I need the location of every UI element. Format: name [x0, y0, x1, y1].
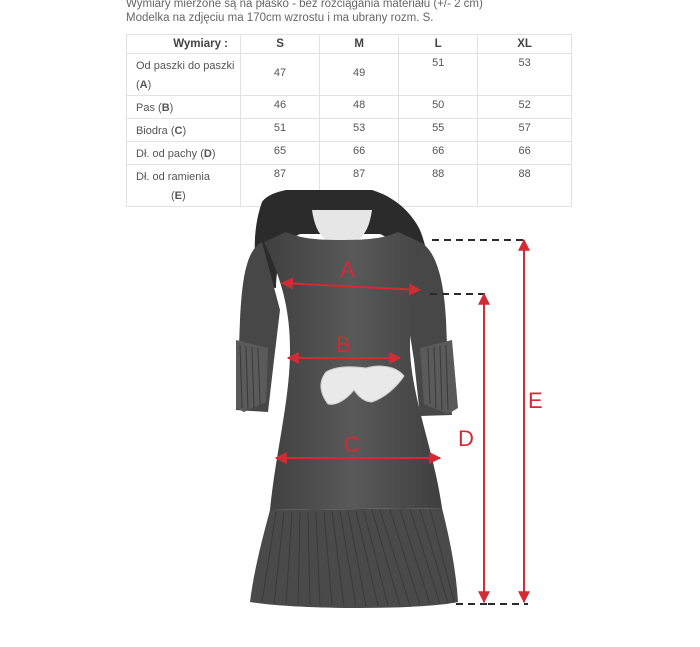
table-cell: 87	[320, 165, 399, 207]
dress-illustration	[0, 190, 700, 642]
table-row	[127, 142, 572, 165]
size-xl-header: XL	[478, 35, 572, 54]
table-cell: 66	[399, 142, 478, 165]
letter-b: B	[336, 332, 351, 357]
table-row	[127, 119, 572, 142]
table-cell: 88	[478, 165, 572, 207]
letter-a: A	[340, 257, 355, 282]
letter-d: D	[458, 426, 474, 451]
table-cell: 66	[478, 142, 572, 165]
intro-text	[126, 0, 483, 25]
table-cell: 57	[478, 119, 572, 142]
letter-e: E	[528, 388, 543, 413]
table-cell: 55	[399, 119, 478, 142]
right-cuff	[420, 340, 458, 414]
row-label: Od paszki do paszki (A)	[127, 54, 241, 96]
table-cell: 65	[241, 142, 320, 165]
table-cell: 49	[320, 54, 399, 96]
letter-c: C	[344, 432, 360, 457]
table-cell: 51	[399, 54, 478, 96]
measurement-figure	[0, 190, 700, 642]
table-row	[127, 54, 572, 96]
row-label: Pas (B)	[127, 96, 241, 119]
row-label: Dł. od pachy (D)	[127, 142, 241, 165]
table-cell: 51	[241, 119, 320, 142]
table-cell: 88	[399, 165, 478, 207]
table-cell: 47	[241, 54, 320, 96]
table-cell: 87	[241, 165, 320, 207]
table-cell: 46	[241, 96, 320, 119]
table-cell: 53	[478, 54, 572, 96]
table-cell: 48	[320, 96, 399, 119]
row-label: Dł. od ramienia (E)	[127, 165, 241, 207]
table-row	[127, 96, 572, 119]
size-m-header: M	[320, 35, 399, 54]
table-cell: 66	[320, 142, 399, 165]
table-cell: 50	[399, 96, 478, 119]
size-l-header: L	[399, 35, 478, 54]
table-cell: 52	[478, 96, 572, 119]
size-table	[126, 34, 572, 207]
row-label: Biodra (C)	[127, 119, 241, 142]
intro-line-1: Wymiary mierzone są na płasko - bez rozciągania materiału (+/- 2 cm)	[126, 0, 483, 10]
size-s-header: S	[241, 35, 320, 54]
size-table-header	[127, 35, 572, 54]
header-label: Wymiary :	[127, 35, 241, 54]
table-cell: 53	[320, 119, 399, 142]
intro-line-2: Modelka na zdjęciu ma 170cm wzrostu i ma ubrany rozm. S.	[126, 12, 434, 24]
model-neck	[312, 210, 372, 240]
